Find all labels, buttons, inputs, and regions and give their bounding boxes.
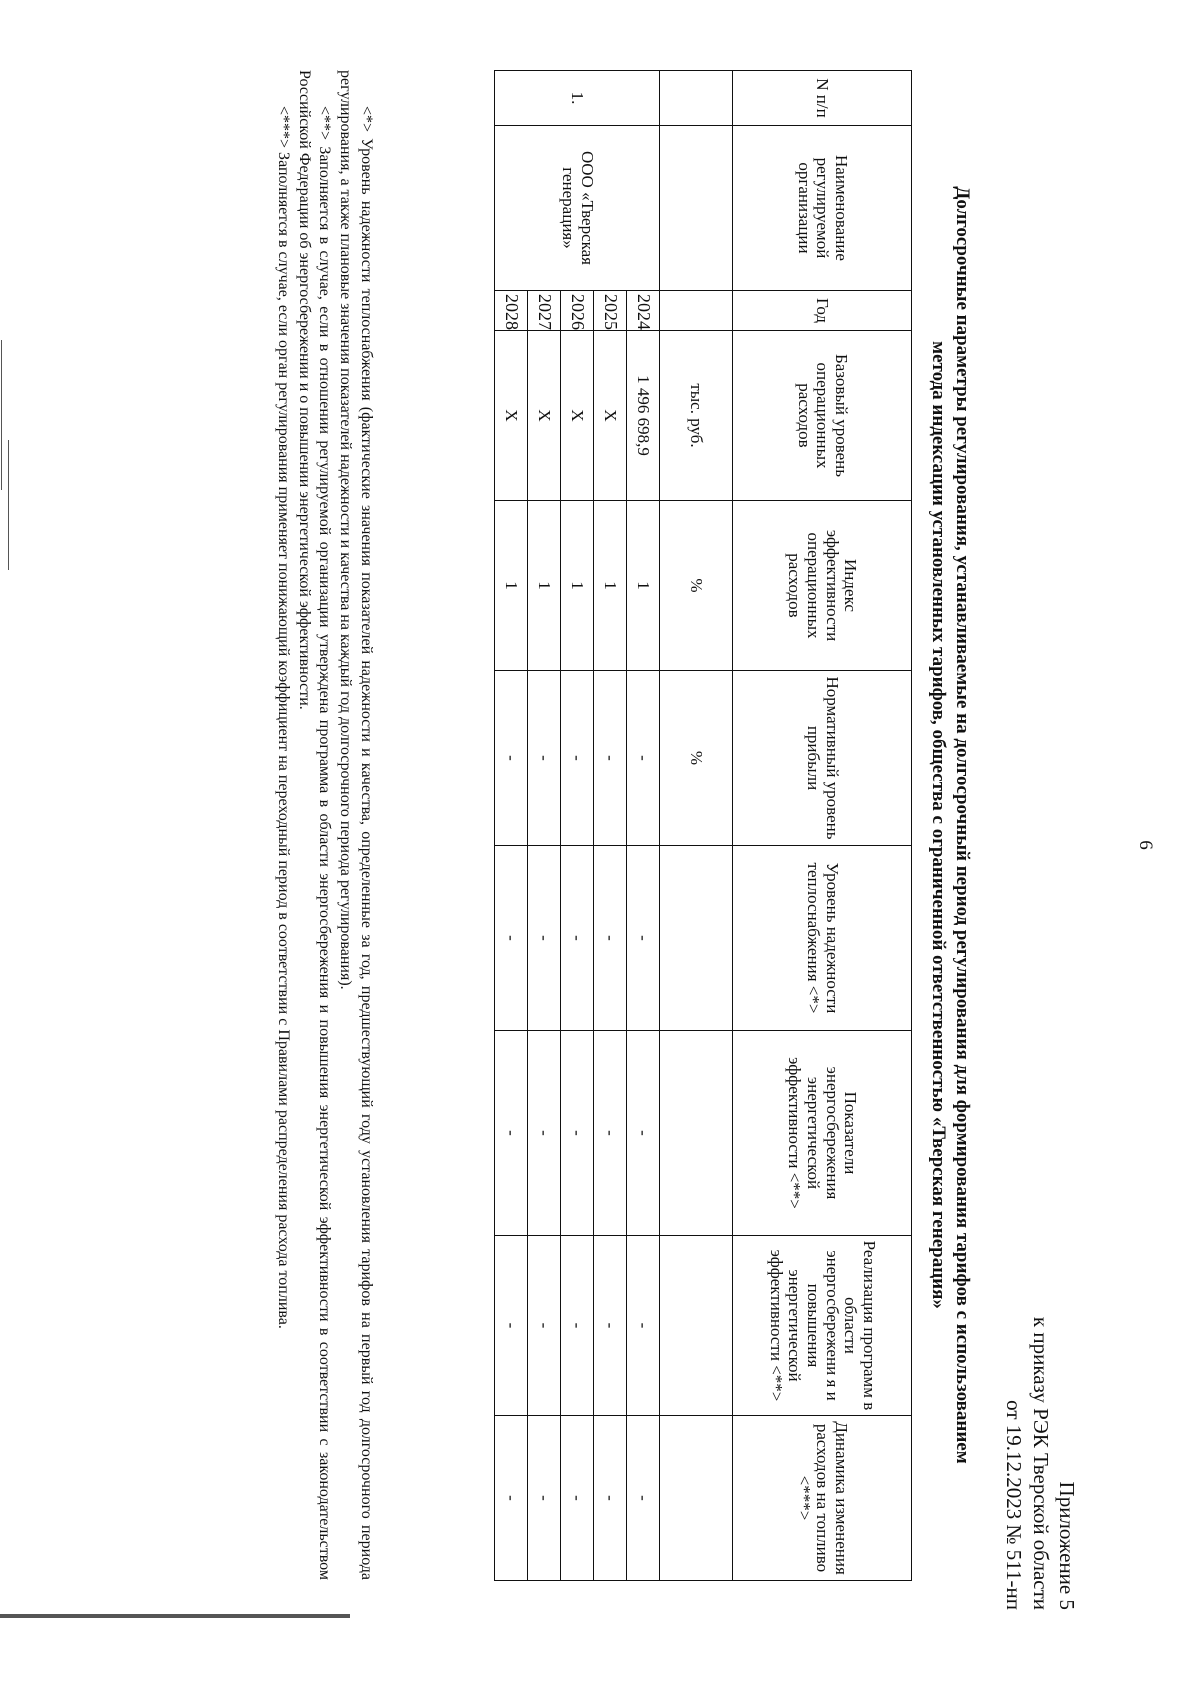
header-efficiency-index: Индекс эффективности операционных расходов [733,501,912,671]
reliability-cell: - [528,846,561,1031]
year-cell: 2027 [528,291,561,331]
units-cell [660,846,733,1031]
energy-programs-cell: - [594,1236,627,1416]
header-base-opex: Базовый уровень операционных расходов [733,331,912,501]
efficiency-index-cell: 1 [627,501,660,671]
base-opex-cell: 1 496 698,9 [627,331,660,501]
fuel-dynamics-cell: - [594,1416,627,1581]
year-cell: 2028 [495,291,528,331]
header-energy-programs: Реализация программ в области энергосбережени я и повышения энергетической эффективности <**> [733,1236,912,1416]
units-cell [660,1416,733,1581]
scan-margin-line [1,340,2,490]
appendix-reference [1001,1317,1080,1610]
table-units-row [660,71,733,1581]
document-title [927,70,975,1580]
header-fuel-dynamics: Динамика изменения расходов на топливо <***> [733,1416,912,1581]
profit-level-cell: - [495,671,528,846]
energy-indicators-cell: - [495,1031,528,1236]
appendix-line: Приложение 5 [1055,1481,1079,1610]
reliability-cell: - [561,846,594,1031]
table-row [627,71,660,1581]
year-cell: 2025 [594,291,627,331]
efficiency-index-cell: 1 [528,501,561,671]
footnote: <**> Заполняется в случае, если в отношении регулируемой организации утверждена программа в области энергосбережения и повышения энергетической эффективности в соответствии с законодательством Российской Федерации об энергосбережении и о повышении энергетической эффективности. [295,70,334,1580]
document-title-line: метода индексации установленных тарифов, общества с ограниченной ответственностью «Тверская генерация» [928,341,950,1309]
table-row [528,71,561,1581]
header-year: Год [733,291,912,331]
fuel-dynamics-cell: - [528,1416,561,1581]
year-cell: 2024 [627,291,660,331]
appendix-line: к приказу РЭК Тверской области [1028,1316,1053,1610]
energy-programs-cell: - [495,1236,528,1416]
year-cell: 2026 [561,291,594,331]
energy-indicators-cell: - [627,1031,660,1236]
fuel-dynamics-cell: - [627,1416,660,1581]
organization-name: ООО «Тверская генерация» [495,126,660,291]
page-number: 6 [1135,840,1156,850]
efficiency-index-cell: 1 [561,501,594,671]
reliability-cell: - [594,846,627,1031]
table-row [594,71,627,1581]
base-opex-cell: X [594,331,627,501]
parameters-table [494,70,912,1581]
base-opex-cell: X [528,331,561,501]
profit-level-cell: - [594,671,627,846]
rotated-document-page [160,40,1170,1650]
energy-programs-cell: - [627,1236,660,1416]
unit-base-opex: тыс. руб. [660,331,733,501]
table-header-row [733,71,912,1581]
header-reliability: Уровень надежности теплоснабжения <*> [733,846,912,1031]
header-organization: Наименование регулируемой организации [733,126,912,291]
appendix-line: от 19.12.2023 № 511-нп [1002,1400,1027,1610]
reliability-cell: - [495,846,528,1031]
energy-indicators-cell: - [528,1031,561,1236]
header-energy-indicators: Показатели энергосбережения энергетической эффективности <**> [733,1031,912,1236]
table-row [561,71,594,1581]
unit-efficiency-index: % [660,501,733,671]
header-number: N п/п [733,71,912,126]
energy-programs-cell: - [528,1236,561,1416]
units-cell [660,1031,733,1236]
units-cell [660,291,733,331]
document-title-line: Долгосрочные параметры регулирования, устанавливаемые на долгосрочный период регулирования для формирования тарифов с использованием [952,186,973,1464]
fuel-dynamics-cell: - [561,1416,594,1581]
row-number: 1. [495,71,660,126]
fuel-dynamics-cell: - [495,1416,528,1581]
reliability-cell: - [627,846,660,1031]
efficiency-index-cell: 1 [495,501,528,671]
footnote: <***> Заполняется в случае, если орган регулирования применяет понижающий коэффициент на переходный период в соответствии с Правилами распределения расхода топлива. [274,106,292,1329]
header-profit-level: Нормативный уровень прибыли [733,671,912,846]
energy-programs-cell: - [561,1236,594,1416]
base-opex-cell: X [561,331,594,501]
profit-level-cell: - [528,671,561,846]
units-cell [660,126,733,291]
units-cell [660,71,733,126]
scan-margin-line [8,440,9,570]
footnotes [272,70,376,1580]
energy-indicators-cell: - [594,1031,627,1236]
base-opex-cell: X [495,331,528,501]
table-row [495,71,528,1581]
units-cell [660,1236,733,1416]
profit-level-cell: - [627,671,660,846]
efficiency-index-cell: 1 [594,501,627,671]
profit-level-cell: - [561,671,594,846]
energy-indicators-cell: - [561,1031,594,1236]
unit-profit-level: % [660,671,733,846]
footnote: <*> Уровень надежности теплоснабжения (фактические значения показателей надежности и качества, определенные за год, предшествующий году установления тарифов на первый год долгосрочного периода регулирования, а также плановые значения показателей надежности и качества на каждый год долгосрочного периода регулирования). [337,70,375,1580]
